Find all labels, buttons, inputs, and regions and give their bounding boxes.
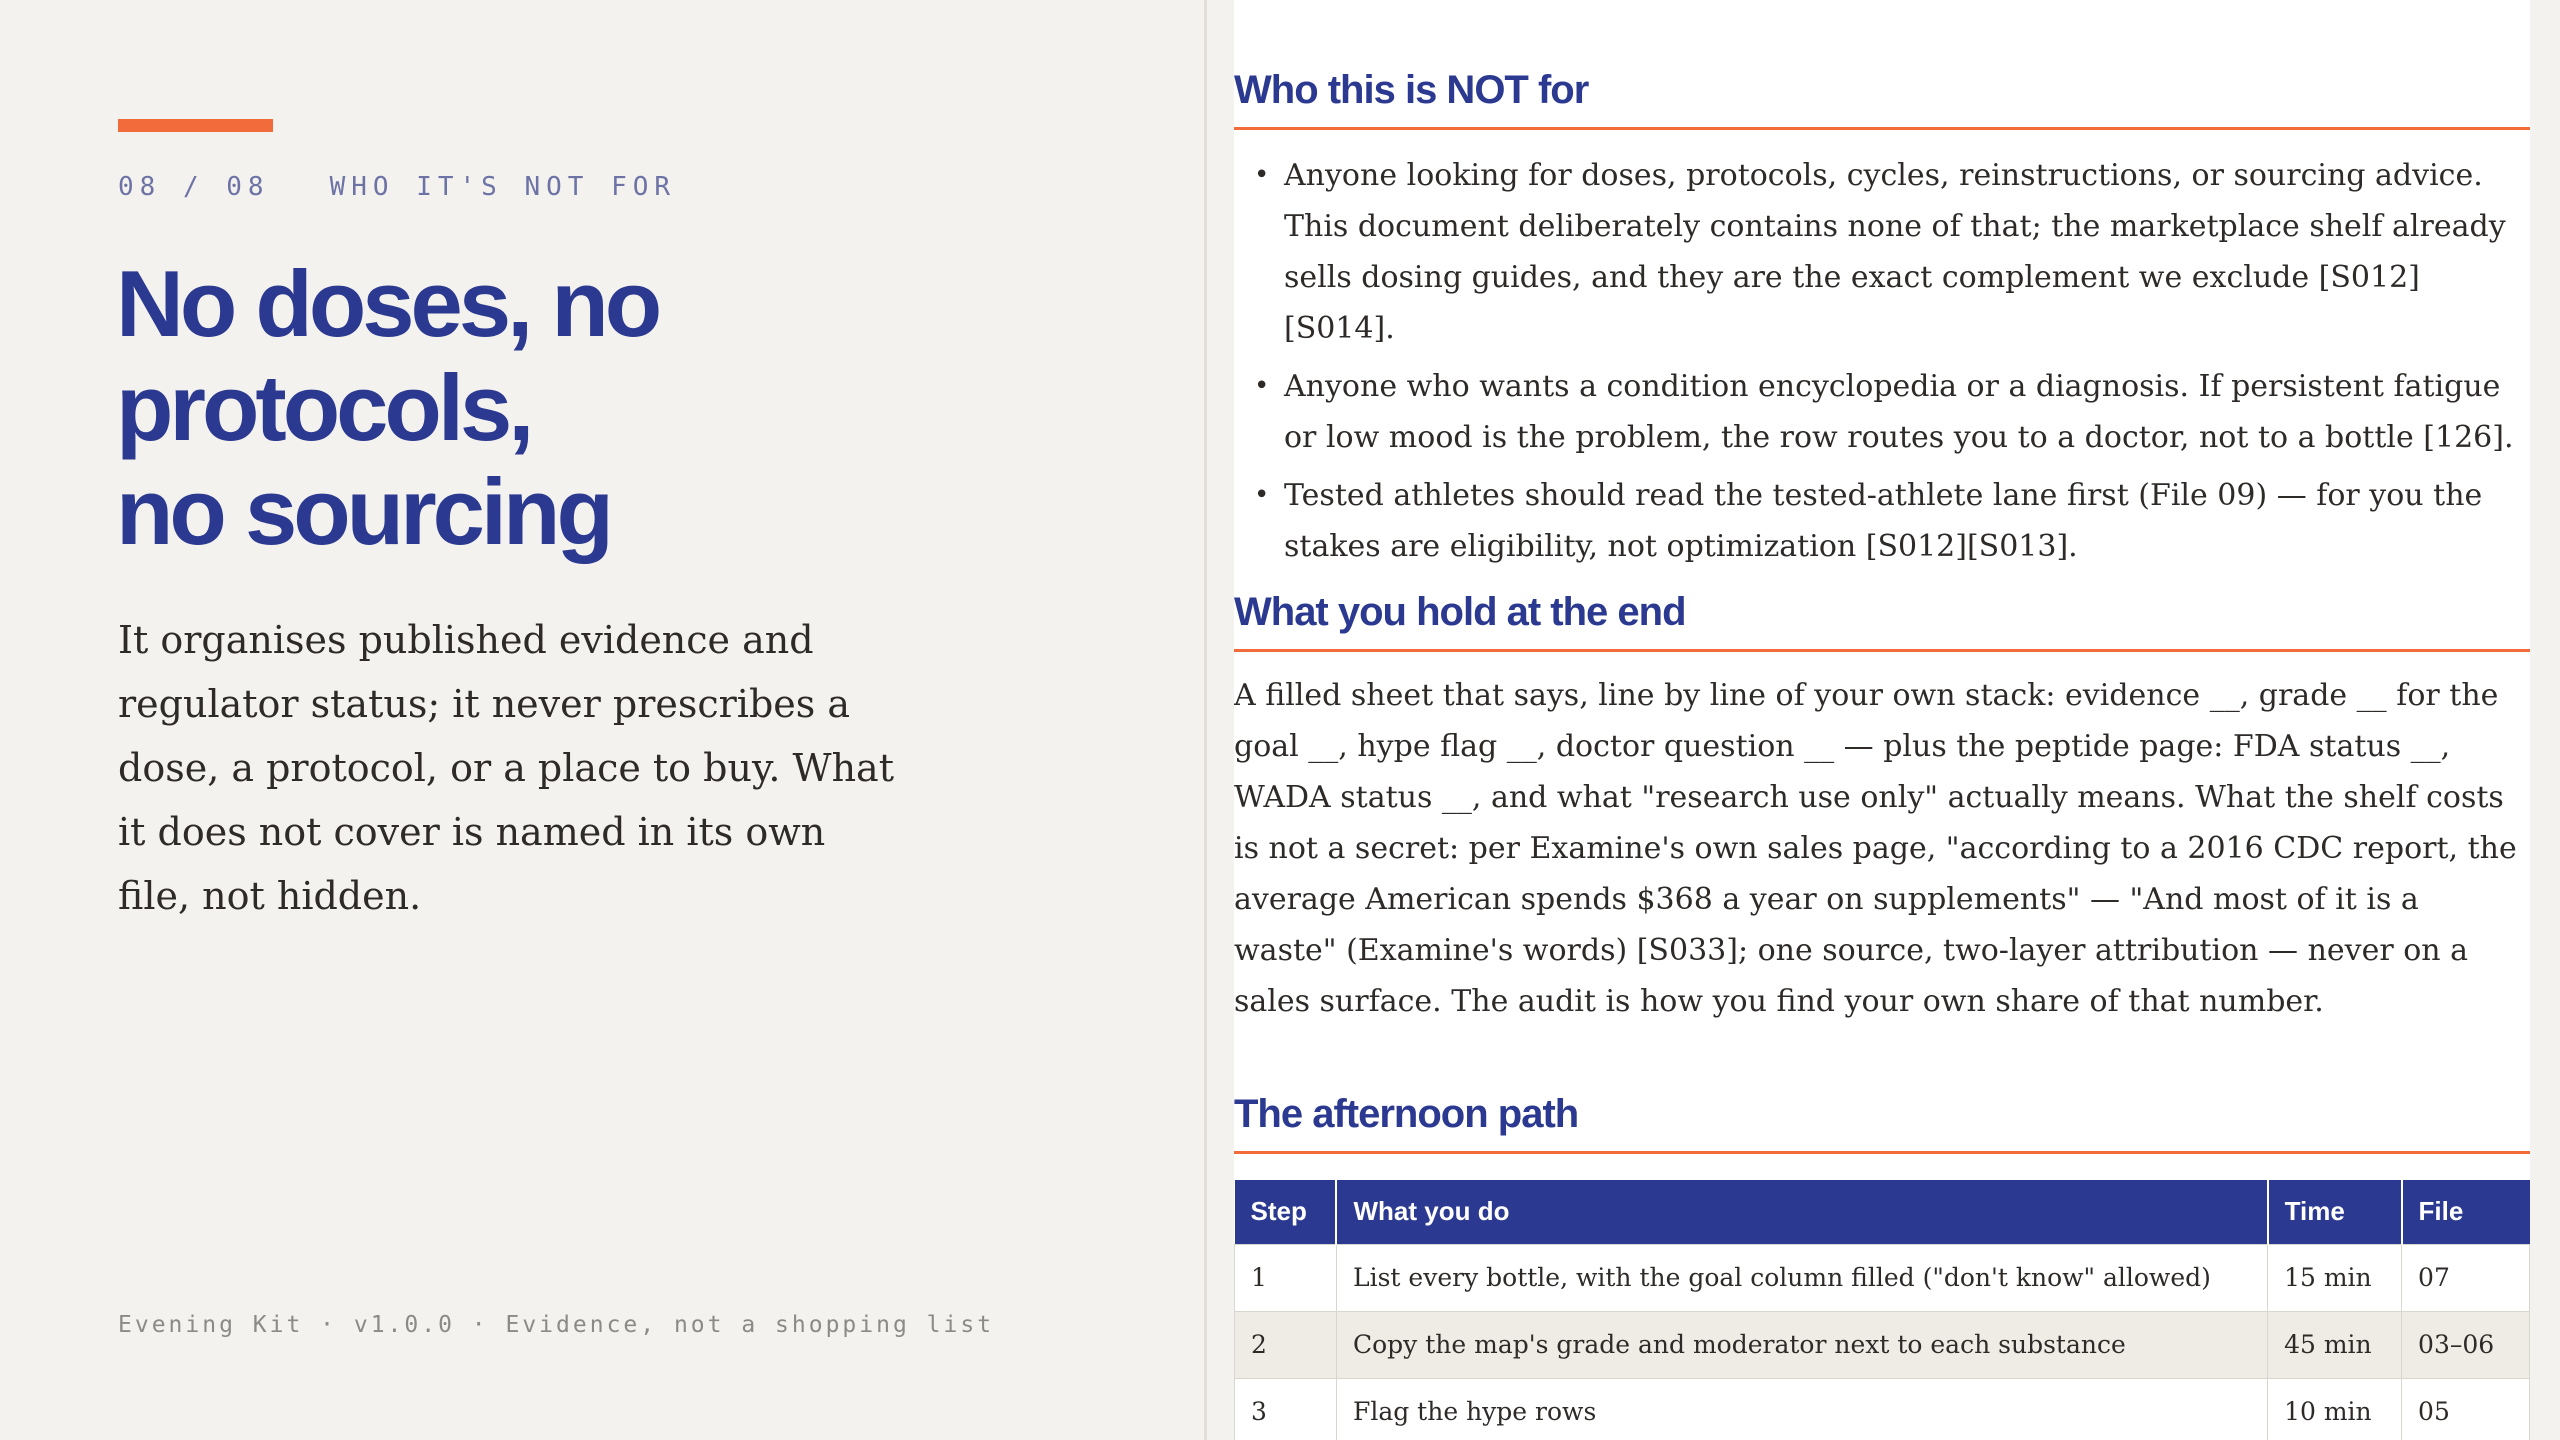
- section-title-path: The afternoon path: [1234, 1092, 2530, 1154]
- step-cell: 3: [1235, 1378, 1337, 1440]
- column-header: File: [2402, 1180, 2530, 1244]
- action-cell: List every bottle, with the goal column filled ("don't know" allowed): [1336, 1244, 2267, 1311]
- step-cell: 2: [1235, 1311, 1337, 1378]
- page-title: [116, 252, 1116, 564]
- action-cell: Flag the hype rows: [1336, 1378, 2267, 1440]
- title-line: protocols,: [116, 355, 531, 460]
- cover-panel: [0, 0, 1204, 1440]
- accent-bar: [118, 119, 273, 132]
- footer-text: Evening Kit · v1.0.0 · Evidence, not a shopping list: [118, 1312, 995, 1338]
- time-cell: 15 min: [2268, 1244, 2402, 1311]
- hold-paragraph: A filled sheet that says, line by line of your own stack: evidence __, grade __ for the goal __, hype flag __, doctor question __ — plus the peptide page: FDA status __, WADA status __, and what "research use only" actually means. What the shelf costs is not a secret: per Examine's own sales page, "according to a 2016 CDC report, the average American spends $368 a year on supplements" — "And most of it is a waste" (Examine's words) [S033]; one source, two-layer attribution — never on a sales surface. The audit is how you find your own share of that number.: [1234, 678, 2517, 1019]
- list-item: • Anyone who wants a condition encyclopedia or a diagnosis. If persistent fatigue or low mood is the problem, the row routes you to a doctor, not to a bottle [126].: [1284, 361, 2530, 463]
- not-for-list: [1234, 150, 2530, 579]
- time-cell: 45 min: [2268, 1311, 2402, 1378]
- column-header: Step: [1235, 1180, 1337, 1244]
- step-cell: 1: [1235, 1244, 1337, 1311]
- file-cell: 03–06: [2402, 1311, 2530, 1378]
- table-header-row: [1235, 1180, 2530, 1244]
- path-table: [1234, 1180, 2530, 1440]
- panel-divider: [1204, 0, 1207, 1440]
- file-cell: 07: [2402, 1244, 2530, 1311]
- table-row: [1235, 1244, 2530, 1311]
- table-row: [1235, 1378, 2530, 1440]
- list-item: • Anyone looking for doses, protocols, cycles, reinstructions, or sourcing advice. This document deliberately contains none of that; the marketplace shelf already sells dosing guides, and they are the exact complement we exclude [S012][S014].: [1284, 150, 2530, 354]
- section-title-hold: What you hold at the end: [1234, 590, 2530, 652]
- time-cell: 10 min: [2268, 1378, 2402, 1440]
- kicker-label: WHO IT'S NOT FOR: [329, 172, 677, 202]
- title-line: no sourcing: [116, 459, 610, 564]
- file-cell: 05: [2402, 1378, 2530, 1440]
- page-counter: 08 / 08: [118, 172, 270, 202]
- lede-paragraph: It organises published evidence and regulator status; it never prescribes a dose, a protocol, or a place to buy. What it does not cover is named in its own file, not hidden.: [118, 618, 894, 918]
- column-header: Time: [2268, 1180, 2402, 1244]
- section-kicker: [118, 172, 676, 202]
- action-cell: Copy the map's grade and moderator next to each substance: [1336, 1311, 2267, 1378]
- table-row: [1235, 1311, 2530, 1378]
- title-line: No doses, no: [116, 251, 659, 356]
- section-title-not-for: Who this is NOT for: [1234, 68, 2530, 130]
- column-header: What you do: [1336, 1180, 2267, 1244]
- document-panel[interactable]: [1234, 0, 2530, 1440]
- list-item: • Tested athletes should read the tested-athlete lane first (File 09) — for you the stakes are eligibility, not optimization [S012][S013].: [1284, 470, 2530, 572]
